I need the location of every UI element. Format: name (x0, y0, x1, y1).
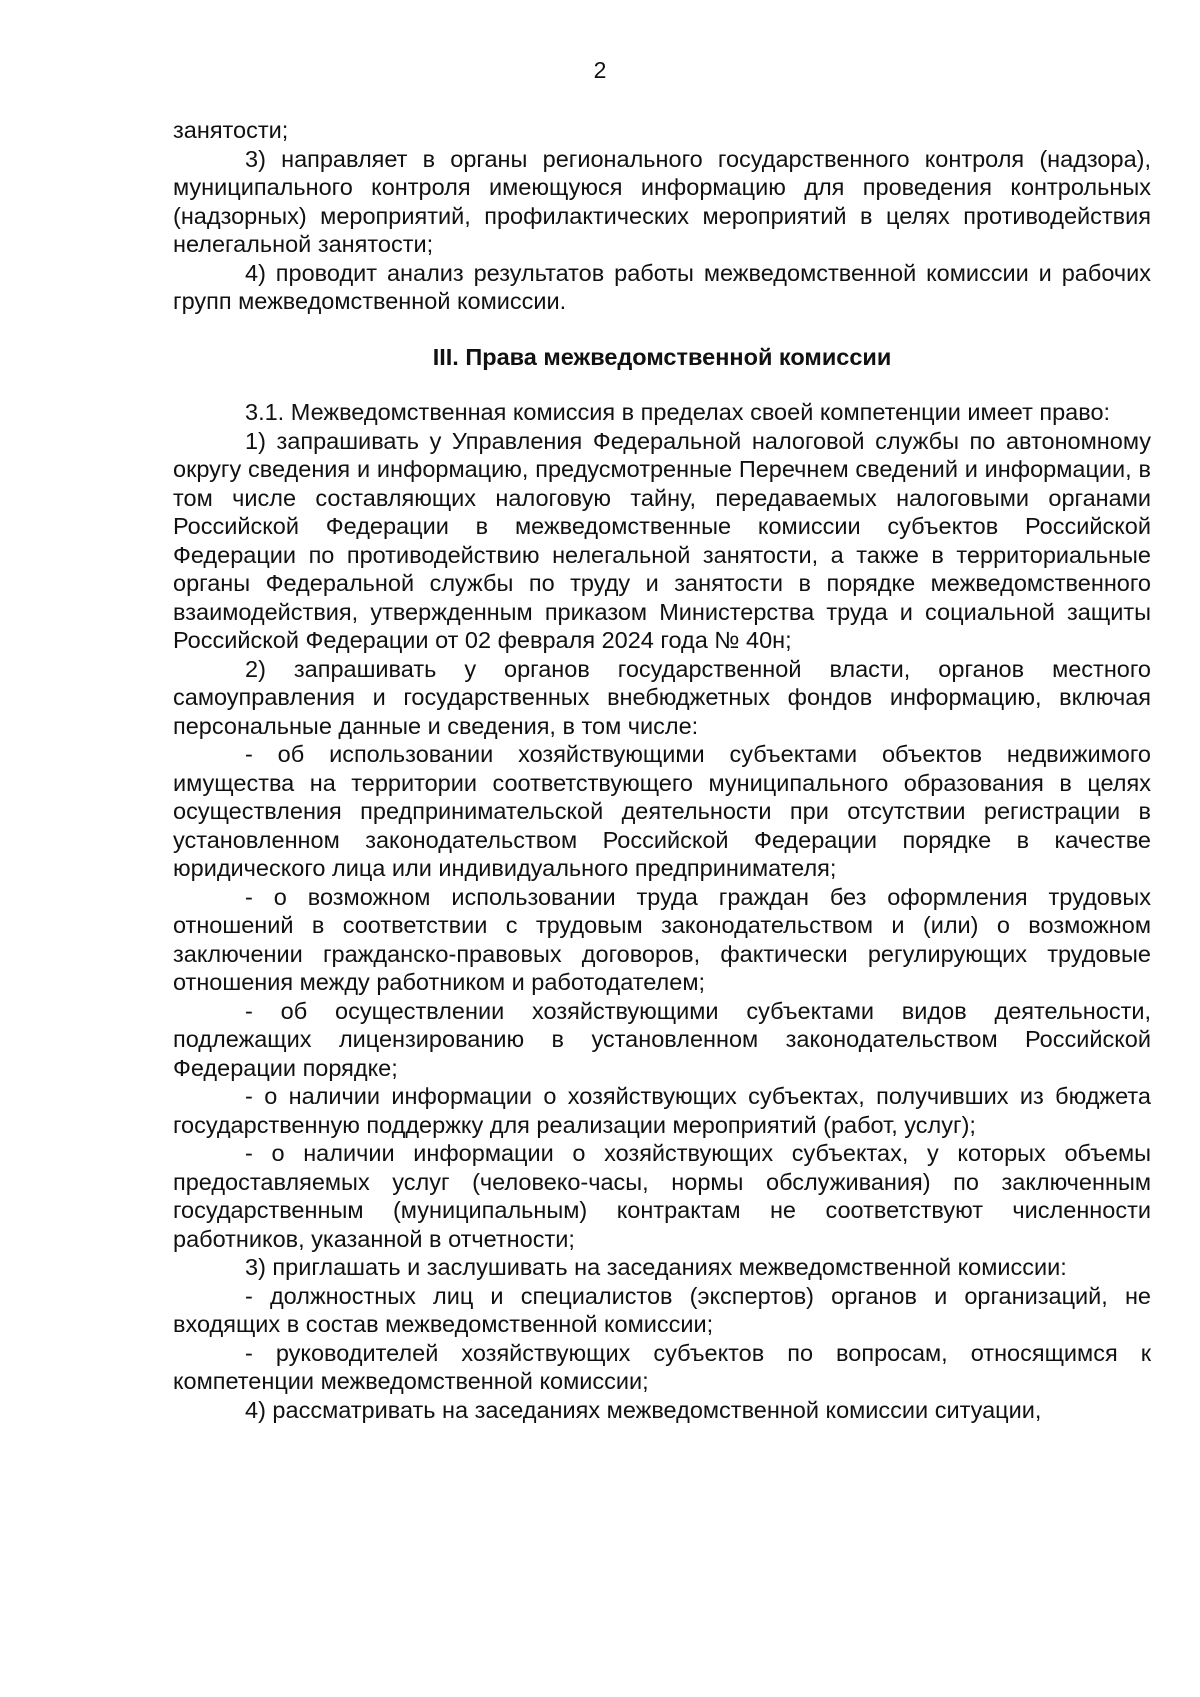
paragraph: - об использовании хозяйствующими субъектами объектов недвижимого имущества на территории соответствующего муниципального образования в целях осуществления предпринимательской деятельности при отсутствии регистрации в установленном законодательством Российской Федерации порядке в качестве юридического лица или индивидуального предпринимателя; (173, 741, 1151, 881)
paragraph: - руководителей хозяйствующих субъектов по вопросам, относящимся к компетенции межведомственной комиссии; (173, 1339, 1151, 1394)
paragraph: - об осуществлении хозяйствующими субъектами видов деятельности, подлежащих лицензированию в установленном законодательством Российской Федерации порядке; (173, 997, 1151, 1081)
paragraph: занятости; (173, 117, 289, 143)
paragraph: 3.1. Межведомственная комиссия в пределах своей компетенции имеет право: (245, 399, 1111, 425)
paragraph: 1) запрашивать у Управления Федеральной налоговой службы по автономному округу сведения и информацию, предусмотренные Перечнем сведений и информации, в том числе составляющих налоговую тайну, передаваемых налоговыми органами Российской Федерации в межведомственные комиссии субъектов Российской Федерации по противодействию нелегальной занятости, а также в территориальные органы Федеральной службы по труду и занятости в порядке межведомственного взаимодействия, утвержденным приказом Министерства труда и социальной защиты Российской Федерации от 02 февраля 2024 года № 40н; (173, 427, 1151, 653)
paragraph: 4) рассматривать на заседаниях межведомственной комиссии ситуации, (245, 1396, 1042, 1423)
paragraph: 2) запрашивать у органов государственной власти, органов местного самоуправления и государственных внебюджетных фондов информацию, включая персональные данные и сведения, в том числе: (173, 655, 1151, 739)
section-heading: III. Права межведомственной комиссии (432, 343, 892, 370)
paragraph: 4) проводит анализ результатов работы межведомственной комиссии и рабочих групп межведомственной комиссии. (173, 259, 1151, 314)
paragraph: - о наличии информации о хозяйствующих субъектах, у которых объемы предоставляемых услуг (человеко-часы, нормы обслуживания) по заключенным государственным (муниципальным) контрактам не соответствуют численности работников, указанной в отчетности; (173, 1140, 1151, 1252)
paragraph: - должностных лиц и специалистов (экспертов) органов и организаций, не входящих в состав межведомственной комиссии; (173, 1282, 1151, 1337)
paragraph: - о возможном использовании труда граждан без оформления трудовых отношений в соответствии с трудовым законодательством и (или) о возможном заключении гражданско-правовых договоров, фактически регулирующих трудовые отношения между работником и работодателем; (173, 883, 1151, 995)
page-number: 2 (593, 57, 607, 83)
paragraph: 3) приглашать и заслушивать на заседаниях межведомственной комиссии: (245, 1254, 1067, 1280)
paragraph: 3) направляет в органы регионального государственного контроля (надзора), муниципального контроля имеющуюся информацию для проведения контрольных (надзорных) мероприятий, профилактических мероприятий в целях противодействия нелегальной занятости; (173, 145, 1151, 257)
paragraph: - о наличии информации о хозяйствующих субъектах, получивших из бюджета государственную поддержку для реализации мероприятий (работ, услуг); (173, 1083, 1151, 1138)
document-body (173, 116, 1151, 1424)
